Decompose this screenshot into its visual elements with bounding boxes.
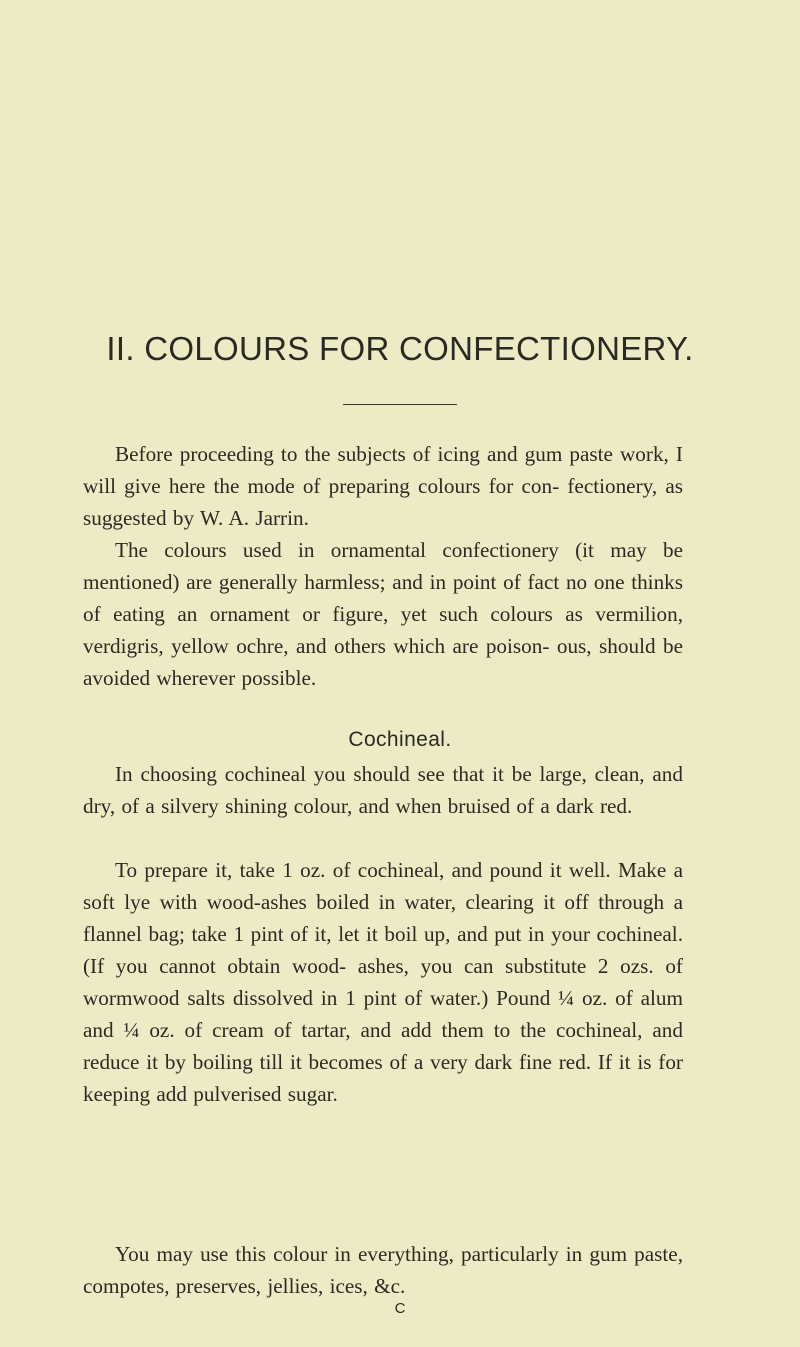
signature-mark: C bbox=[394, 1300, 406, 1317]
section-paragraph-3: You may use this colour in everything, particularly in gum paste, compotes, preserves, jellies, ices, &c. bbox=[83, 1242, 683, 1298]
intro-paragraph-1: Before proceeding to the subjects of icing and gum paste work, I will give here the mode of preparing colours for con- fectionery, as suggested by W. A. Jarrin. bbox=[83, 442, 683, 530]
chapter-heading: II. COLOURS FOR CONFECTIONERY. bbox=[106, 330, 694, 367]
section-paragraph-1: In choosing cochineal you should see that it be large, clean, and dry, of a silvery shining colour, and when bruised of a dark red. bbox=[83, 762, 683, 818]
heading-divider bbox=[343, 404, 457, 405]
section-title: Cochineal. bbox=[348, 728, 452, 751]
intro-paragraph-2: The colours used in ornamental confectionery (it may be mentioned) are generally harmless; and in point of fact no one thinks of eating an ornament or figure, yet such colours as vermilion, verdigris, yellow ochre, and others which are poison- ous, should be avoided wherever possible. bbox=[83, 538, 683, 690]
section-paragraph-2: To prepare it, take 1 oz. of cochineal, and pound it well. Make a soft lye with wood-ashes boiled in water, clearing it off through a flannel bag; take 1 pint of it, let it boil up, and put in your cochineal. (If you cannot obtain wood- ashes, you can substitute 2 ozs. of wormwood salts dissolved in 1 pint of water.) Pound ¼ oz. of alum and ¼ oz. of cream of tartar, and add them to the cochineal, and reduce it by boiling till it becomes of a very dark fine red. If it is for keeping add pulverised sugar. bbox=[83, 858, 683, 1106]
